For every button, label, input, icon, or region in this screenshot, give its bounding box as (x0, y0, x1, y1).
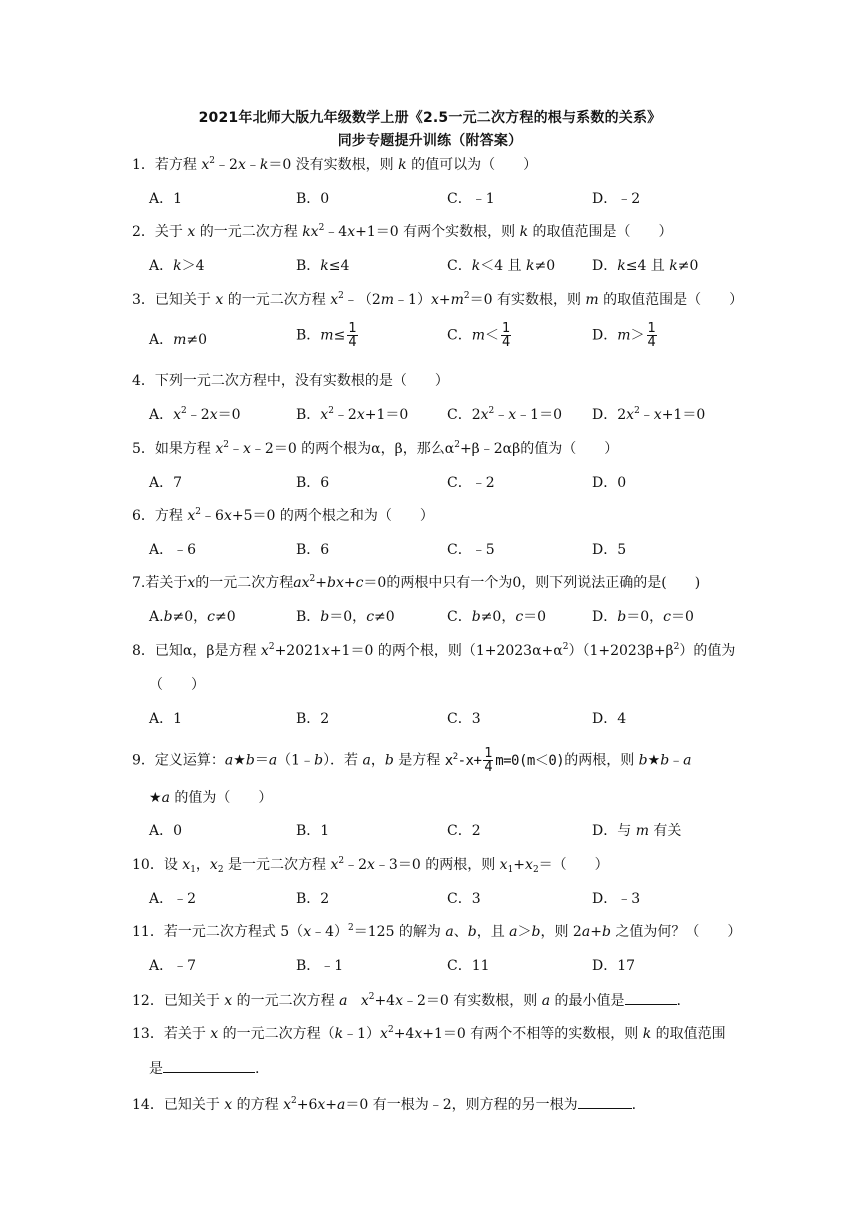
option-c: C．2 (447, 823, 481, 839)
answer-blank (163, 1058, 255, 1073)
option-d: D．m＞ $\frac{1}{4}$ (592, 321, 656, 350)
question-5: 5．如果方程 $x^2﹣x﹣2=0$ 的两个根为α，β，那么$\alpha^2+\beta﹣2\alpha\beta$的值为（ ） (132, 440, 619, 457)
option-d: D．﹣2 (592, 191, 641, 207)
fraction-one-quarter: $\frac{1}{4}$ (484, 746, 493, 775)
option-d: D．0 (592, 475, 627, 491)
option-d: D．4 (592, 711, 627, 727)
question-8: 8．已知α，β是方程 $x^2+2021x+1=0$ 的两个根，则$(1+2023\alpha+\alpha^2)(1+2023\beta+\beta^2)$的值为 (132, 642, 736, 659)
question-3: 3．已知关于 x 的一元二次方程 $x^2﹣(2m﹣1)x+m^2=0$ 有实数根，则 m 的取值范围是（ ） (132, 291, 744, 308)
page-subtitle: 同步专题提升训练（附答案） (337, 133, 523, 149)
option-d: D．17 (592, 958, 636, 974)
option-b: B．2 (296, 891, 330, 907)
question-12: 12．已知关于 x 的一元二次方程 a $x^2+4x﹣2=0$ 有实数根，则 a 的最小值是 . (132, 992, 681, 1009)
answer-blank (625, 990, 677, 1005)
option-a: A．1 (149, 191, 183, 207)
option-c: C．k＜4 且 k≠0 (447, 258, 556, 274)
option-b: B．b＝0，c≠0 (296, 609, 395, 625)
fraction-one-quarter: $\frac{1}{4}$ (647, 321, 656, 350)
option-c: C．11 (447, 958, 490, 974)
option-a: A．﹣6 (149, 542, 197, 558)
question-14: 14．已知关于 x 的方程 $x^2+6x+a=0$ 有一根为﹣2，则方程的另一根为 . (132, 1096, 637, 1113)
option-d: D．﹣3 (592, 891, 641, 907)
option-d: D．k≤4 且 k≠0 (592, 258, 699, 274)
option-c: C．m＜ $\frac{1}{4}$ (447, 321, 511, 350)
option-a: A．﹣7 (149, 958, 197, 974)
option-b: B．2 (296, 711, 330, 727)
option-c: C．$2x^2﹣x﹣1=0$ (447, 406, 563, 423)
option-a: A．k＞4 (149, 258, 205, 274)
option-c: C．3 (447, 891, 481, 907)
question-9: 9．定义运算：a★b＝a（1﹣b）．若 a，b 是方程 $x^2-x+$ $\frac{1}{4}$ m=0(m＜0)的两根，则 b★b﹣a (132, 746, 692, 775)
question-6: 6．方程 $x^2﹣6x+5=0$ 的两个根之和为（ ） (132, 507, 434, 524)
option-b: B．$x^2﹣2x+1=0$ (296, 406, 409, 423)
option-b: B．k≤4 (296, 258, 350, 274)
option-b: B．m≤ $\frac{1}{4}$ (296, 321, 357, 350)
question-2: 2．关于 x 的一元二次方程 $kx^2﹣4x+1=0$ 有两个实数根，则 k 的取值范围是（ ） (132, 223, 673, 240)
option-c: C．﹣1 (447, 191, 495, 207)
option-d: D．$2x^2﹣x+1=0$ (592, 406, 706, 423)
question-10: 10．设 $x_1$，$x_2$ 是一元二次方程 $x^2﹣2x﹣3=0$ 的两根，则 $x_1+x_2=$（ ） (132, 856, 609, 875)
fraction-one-quarter: $\frac{1}{4}$ (502, 321, 511, 350)
question-8-continued: （ ） (149, 677, 205, 693)
option-c: C．﹣2 (447, 475, 495, 491)
question-4: 4．下列一元二次方程中，没有实数根的是（ ） (132, 373, 449, 389)
option-c: C．b≠0，c＝0 (447, 609, 547, 625)
page-title: 2021年北师大版九年级数学上册《2.5一元二次方程的根与系数的关系》 (198, 110, 662, 126)
option-d: D．5 (592, 542, 627, 558)
option-b: B．6 (296, 542, 330, 558)
question-11: 11．若一元二次方程式 5（x﹣4）$^2$＝125 的解为 a、b，且 a＞b，则 2a+b 之值为何？（ ） (132, 923, 742, 940)
option-b: B．1 (296, 823, 330, 839)
option-b: B．0 (296, 191, 330, 207)
option-a: A．m≠0 (149, 332, 208, 348)
question-13-continued: 是 . (149, 1058, 742, 1079)
option-a: A．7 (149, 475, 183, 491)
answer-blank (578, 1094, 632, 1109)
question-9-continued: ★a 的值为（ ） (149, 790, 273, 806)
option-a: A．﹣2 (149, 891, 197, 907)
option-a: A.b≠0，c≠0 (149, 609, 236, 625)
option-c: C．﹣5 (447, 542, 495, 558)
fraction-one-quarter: $\frac{1}{4}$ (348, 321, 357, 350)
option-a: A．1 (149, 711, 183, 727)
option-d: D．与 m 有关 (592, 823, 682, 839)
question-13: 13．若关于 x 的一元二次方程$(k﹣1)x^2+4x+1=0$ 有两个不相等的实数根，则 k 的取值范围 (132, 1025, 726, 1042)
option-b: B．﹣1 (296, 958, 344, 974)
question-1: 1．若方程 $x^2﹣2x﹣k=0$ 没有实数根，则 k 的值可以为（ ） (132, 156, 538, 173)
option-a: A．0 (149, 823, 183, 839)
equation-image: $x^2-x+$ $\frac{1}{4}$ m=0(m＜0) (444, 746, 565, 775)
option-a: A．$x^2﹣2x=0$ (149, 406, 241, 423)
option-b: B．6 (296, 475, 330, 491)
option-d: D．b＝0，c＝0 (592, 609, 694, 625)
option-c: C．3 (447, 711, 481, 727)
question-7: 7.若关于x的一元二次方程$ax^2+bx+c=0$的两根中只有一个为0，则下列说法正确的是( ) (132, 574, 701, 591)
